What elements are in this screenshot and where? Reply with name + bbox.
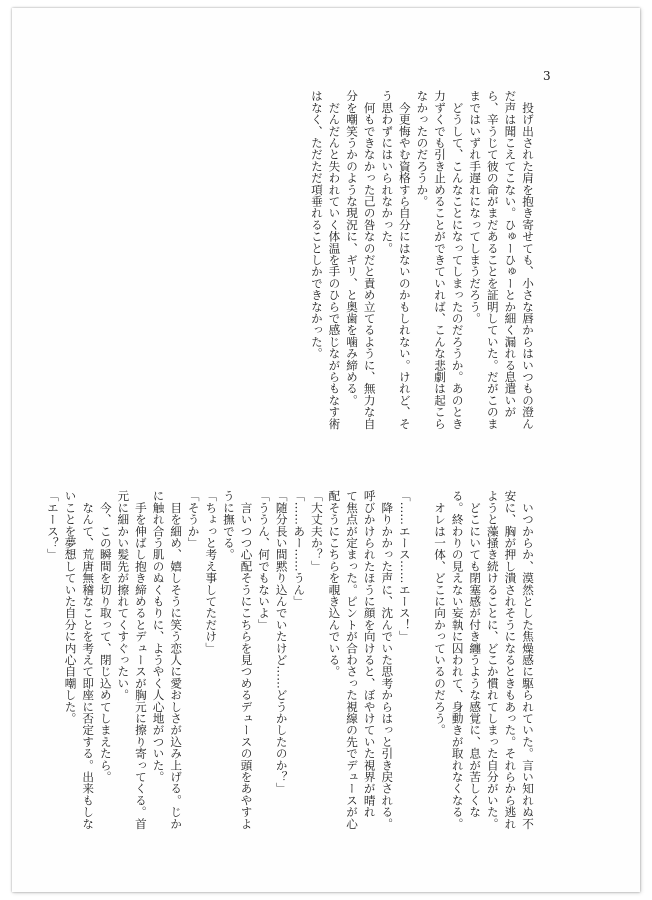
text-line: 「そうか」 bbox=[186, 490, 201, 549]
page-number: 3 bbox=[543, 69, 551, 83]
text-line: 「大丈夫か？」 bbox=[309, 490, 324, 572]
text-block-bottom bbox=[43, 490, 536, 830]
document-page bbox=[12, 8, 640, 892]
text-line: まではいずれ手遅れになってしまうだろう。 bbox=[468, 90, 483, 324]
text-line: に触れ合う肌のぬくもりに、ようやく人心地がついた。 bbox=[151, 490, 166, 783]
text-line: どこにいても閉塞感が付き纏うような感覚に、息が苦しくな bbox=[468, 490, 483, 818]
text-line: だんだんと失われていく体温を手のひらで感じながらもなす術 bbox=[327, 90, 342, 430]
text-line: 今、この瞬間を切り取って、閉じ込めてしまえたら。 bbox=[98, 490, 113, 783]
text-line: うに撫でる。 bbox=[221, 490, 236, 561]
text-line: 「……エース……エース！」 bbox=[397, 490, 412, 643]
text-line: 目を細め、嬉しそうに笑う恋人に愛おしさが込み上げる。じか bbox=[169, 490, 184, 830]
text-line: 「随分長い間黙り込んでいたけど……どうかしたのか？」 bbox=[274, 490, 289, 795]
text-line: 配そうにこちらを覗き込んでいる。 bbox=[327, 490, 342, 678]
text-line: 安に、胸が押し潰されそうになるときもあった。それらから逃れ bbox=[503, 490, 518, 830]
text-line: 分を嘲笑うかのような現況に、ギリ、と奥歯を噛み締める。 bbox=[345, 90, 360, 406]
text-line: 力ずくでも引き止めることができていれば、こんな悲劇は起こら bbox=[433, 90, 448, 430]
text-line: だ声は聞こえてこない。ひゅーひゅーとか細く漏れる息遣いが bbox=[503, 90, 518, 418]
text-line: て焦点が定まった。ピントが合わさった視線の先でデュースが心 bbox=[345, 490, 360, 830]
text-line bbox=[413, 490, 431, 830]
text-line: 何もできなかった己の咎なのだと責め立てるように、無力な自 bbox=[362, 90, 377, 430]
text-line: ら、辛うじて彼の命がまだあることを証明していた。だがこのま bbox=[485, 90, 500, 430]
text-line: 「エース？」 bbox=[45, 490, 60, 561]
text-line: 手を伸ばし抱き締めるとデュースが胸元に擦り寄ってくる。首 bbox=[133, 490, 148, 830]
text-line: どうして、こんなことになってしまったのだろうか。あのとき bbox=[450, 90, 465, 430]
text-line: う思わずにはいられなかった。 bbox=[380, 90, 395, 254]
text-line: はなく、ただただ項垂れることしかできなかった。 bbox=[309, 90, 324, 360]
text-line: いことを夢想していた自分に内心自嘲した。 bbox=[63, 490, 78, 724]
text-block-top bbox=[307, 90, 536, 430]
text-line: ようと藻掻き続けることに、どこか慣れてしまった自分がいた。 bbox=[485, 490, 500, 830]
text-line: なんて、荒唐無稽なことを考えて即座に否定する。出来もしな bbox=[81, 490, 96, 830]
text-line: 降りかかった声に、沈んでいた思考からはっと引き戻される。 bbox=[380, 490, 395, 830]
text-line: 言いつつ心配そうにこちらを見つめるデュースの頭をあやすよ bbox=[239, 490, 254, 830]
text-line: 呼びかけられたほうに顔を向けると、ぼやけていた視界が晴れ bbox=[362, 490, 377, 818]
text-line: る。終わりの見えない妄執に囚われて、身動きが取れなくなる。 bbox=[450, 490, 465, 830]
text-line: いつからか、漠然とした焦燥感に駆られていた。言い知れぬ不 bbox=[521, 490, 535, 830]
text-line: 投げ出された肩を抱き寄せても、小さな唇からはいつもの澄ん bbox=[521, 90, 535, 430]
text-line: 今更悔やむ資格すら自分にはないのかもしれない。けれど、そ bbox=[397, 90, 412, 430]
text-line: なかったのだろうか。 bbox=[415, 90, 430, 207]
text-line: 「……あー……うん」 bbox=[292, 490, 307, 607]
text-line: 「ちょっと考え事してただけ」 bbox=[204, 490, 219, 654]
text-line: オレは一体、どこに向かっているのだろう。 bbox=[433, 490, 448, 736]
text-line: 「ううん、何でもないよ」 bbox=[257, 490, 272, 631]
text-line: 元に細かい髪先が擦れてくすぐったい。 bbox=[116, 490, 131, 701]
